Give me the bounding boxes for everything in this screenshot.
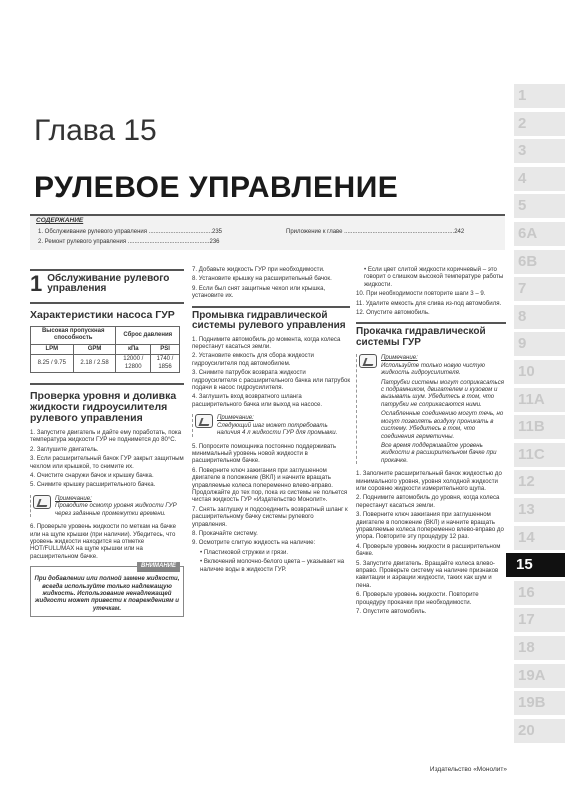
subsection-title: Характеристики насоса ГУР bbox=[30, 309, 175, 321]
note-box bbox=[30, 495, 184, 517]
step: 7. Опустите автомобиль. bbox=[356, 608, 427, 616]
chapter-tab-11b[interactable]: 11B bbox=[514, 415, 565, 439]
chapter-tab-15[interactable]: 15 bbox=[506, 553, 565, 577]
note-title: Примечание: bbox=[217, 414, 254, 422]
chapter-tab-9[interactable]: 9 bbox=[514, 332, 565, 356]
step: 8. Установите крышку на расширительный бачок. bbox=[192, 275, 332, 283]
step: 4. Заглушить вход возвратного шланга расширительного бачка или выход на насосе. bbox=[192, 393, 323, 408]
section-number: 1 bbox=[30, 271, 43, 297]
column-3 bbox=[356, 266, 506, 617]
chapter-tab-19b[interactable]: 19B bbox=[514, 691, 565, 715]
step: 6. Проверьте уровень жидкости по меткам на бачке или на щупе крышки (при наличии). Убедитесь, что уровень жидкости находится на отметке HOT/FULL/MAX на щупе крышки или на расширительном бачке. bbox=[30, 523, 176, 560]
chapter-tab-13[interactable]: 13 bbox=[514, 498, 565, 522]
divider bbox=[356, 322, 506, 324]
step: 1. Запустите двигатель и дайте ему поработать, пока температура жидкости ГУР не поднимется до 80°C. bbox=[30, 429, 182, 444]
warning-header: ВНИМАНИЕ bbox=[137, 562, 180, 571]
chapter-label: Глава 15 bbox=[34, 114, 157, 147]
step: 4. Очистите снаружи бачок и крышку бачка. bbox=[30, 472, 154, 480]
step: 6. Проверьте уровень жидкости. Повторите процедуру прокачки при необходимости. bbox=[356, 591, 479, 606]
bullet-item: • Включений молочно-белого цвета – указывает на наличие воды в жидкости ГУР. bbox=[192, 558, 350, 573]
step: 1. Заполните расширительный бачок жидкостью до минимального уровня, уровня холодной жидкости или соровню жидкости измерительного щупа. bbox=[356, 470, 502, 492]
step: 3. Поверните ключ зажигания при заглушенном двигателе в положение (ВКЛ) и начните вращать управляемые колеса попеременно влево-вправо до упора. Повторите эту процедуру 12 раз. bbox=[356, 511, 504, 541]
bullet-item: • Пластиковой стружки и грязи. bbox=[192, 549, 350, 556]
step: 5. Запустите двигатель. Вращайте колеса влево-вправо. Проверьте систему на наличие признаков кавитации и аэрации жидкости, таких как шум и пена. bbox=[356, 559, 499, 589]
subsection-title: Проверка уровня и доливка жидкости гидроусилителя рулевого управления bbox=[30, 390, 177, 425]
warning-box bbox=[30, 563, 184, 617]
step: 2. Поднимите автомобиль до уровня, когда колеса перестанут касаться земли. bbox=[356, 494, 500, 509]
table-header: Сброс давления bbox=[116, 327, 180, 345]
note-text: Используйте только новую чистую жидкость гидроусилителя. bbox=[381, 361, 485, 377]
note-pen-icon bbox=[359, 354, 377, 368]
step: 7. Снять заглушку и подсоединить возвратный шланг к расширительному бачку системы рулевого управления. bbox=[192, 505, 348, 528]
note-title: Примечание: bbox=[381, 354, 418, 362]
toc-item[interactable]: 1. Обслуживание рулевого управления ......................................235 bbox=[38, 229, 223, 235]
step: 3. Если расширительный бачок ГУР закрыт защитным чехлом или крышкой, то снимите их. bbox=[30, 455, 184, 470]
chapter-tab-6b[interactable]: 6B bbox=[514, 250, 565, 274]
step: 4. Проверьте уровень жидкости в расширительном бачке. bbox=[356, 542, 501, 558]
contents-box bbox=[30, 214, 505, 250]
chapter-tab-4[interactable]: 4 bbox=[514, 167, 565, 191]
step: 12. Опустите автомобиль. bbox=[356, 309, 430, 317]
chapter-tab-12[interactable]: 12 bbox=[514, 470, 565, 494]
step: 8. Прокачайте систему. bbox=[192, 529, 258, 537]
chapter-tab-7[interactable]: 7 bbox=[514, 277, 565, 301]
subsection-title: Прокачка гидравлической системы ГУР bbox=[356, 326, 486, 348]
bullet-item: • Если цвет слитой жидкости коричневый – это говорит о слишком высокой температуре работы жидкости. bbox=[356, 266, 506, 288]
table-cell: 2.18 / 2.58 bbox=[73, 355, 116, 373]
table-col-header: GPM bbox=[73, 344, 116, 354]
chapter-tab-19a[interactable]: 19A bbox=[514, 664, 565, 688]
step: 2. Установите емкость для сбора жидкости гидроусилителя под автомобилем. bbox=[192, 352, 314, 367]
chapter-tab-17[interactable]: 17 bbox=[514, 608, 565, 632]
divider bbox=[30, 269, 184, 271]
chapter-tab-18[interactable]: 18 bbox=[514, 636, 565, 660]
table-cell: 8.25 / 9.75 bbox=[31, 355, 74, 373]
divider bbox=[30, 302, 184, 304]
chapter-tab-16[interactable]: 16 bbox=[514, 581, 565, 605]
chapter-tab-11c[interactable]: 11C bbox=[514, 443, 565, 467]
note-box bbox=[192, 414, 350, 436]
chapter-tab-3[interactable]: 3 bbox=[514, 139, 565, 163]
note-box bbox=[356, 354, 506, 464]
chapter-tab-5[interactable]: 5 bbox=[514, 194, 565, 218]
chapter-tab-14[interactable]: 14 bbox=[514, 526, 565, 550]
toc-item[interactable]: 2. Ремонт рулевого управления .................................................236 bbox=[38, 239, 220, 245]
step: 1. Поднимите автомобиль до момента, когда колеса перестанут касаться земли. bbox=[192, 335, 341, 351]
chapter-tab-10[interactable]: 10 bbox=[514, 360, 565, 384]
note-text: Проводите осмотр уровня жидкости ГУР через заданные промежутки времени. bbox=[55, 502, 177, 517]
table-col-header: PSI bbox=[151, 344, 180, 354]
step: 5. Попросите помощника постоянно поддерживать минимальный уровень новой жидкости в расширительном бачке. bbox=[192, 442, 337, 465]
toc-item[interactable]: Приложение к главе ..................................................................242 bbox=[286, 229, 465, 235]
step: 9. Если был снят защитные чехол или крышка, установите их. bbox=[192, 284, 326, 300]
chapter-tab-20[interactable]: 20 bbox=[514, 719, 565, 743]
pump-spec-table bbox=[30, 326, 180, 373]
subsection-title: Промывка гидравлической системы рулевого управления bbox=[192, 309, 346, 332]
contents-header: СОДЕРЖАНИЕ bbox=[36, 217, 84, 224]
note-pen-icon bbox=[195, 414, 213, 428]
step: 7. Добавьте жидкость ГУР при необходимости. bbox=[192, 266, 325, 273]
step: 3. Снимите патрубок возврата жидкости гидроусилителя с расширительного бачка или патрубок подачи в насос гидроусилителя. bbox=[192, 369, 350, 392]
page-title: РУЛЕВОЕ УПРАВЛЕНИЕ bbox=[34, 171, 399, 204]
note-text: Патрубки системы могут соприкасаться с подрамником, двигателем и кузовом и вызывать шум. Убедитесь в том, что патрубки не соприкасаются ними. bbox=[381, 378, 505, 408]
chapter-tab-2[interactable]: 2 bbox=[514, 112, 565, 136]
warning-text: При добавлении или полной замене жидкости, всегда используйте только надлежащую жидкость. Использование ненадлежащей жидкости может привести к повреждениям и утечкам. bbox=[34, 575, 180, 612]
table-cell: 1740 / 1856 bbox=[151, 355, 180, 373]
publisher-footer: Издательство «Монолит» bbox=[429, 766, 507, 773]
divider bbox=[30, 383, 184, 385]
table-header: Высокая пропускная способность bbox=[31, 327, 116, 345]
step: 2. Заглушите двигатель. bbox=[30, 445, 99, 453]
chapter-tab-8[interactable]: 8 bbox=[514, 305, 565, 329]
chapter-tab-1[interactable]: 1 bbox=[514, 84, 565, 108]
note-title: Примечание: bbox=[55, 494, 92, 502]
chapter-tab-6a[interactable]: 6A bbox=[514, 222, 565, 246]
note-pen-icon bbox=[33, 495, 51, 509]
column-1 bbox=[30, 266, 184, 617]
chapter-tab-11a[interactable]: 11A bbox=[514, 388, 565, 412]
step: 9. Осмотрите слитую жидкость на наличие: bbox=[192, 539, 316, 547]
note-text: Следующий шаг может потребовать наличия 4 л жидкости ГУР для промывки. bbox=[217, 421, 338, 437]
column-2 bbox=[192, 266, 350, 575]
step: 6. Поверните ключ зажигания при заглушенном двигателе в положение (ВКЛ) и начните вращать управляемые колеса попеременно влево-вправо. Продолжайте до тех пор, пока из системы не польется чистая жидкость ГУР «Издательство Монолит». bbox=[192, 466, 348, 504]
section-title: Обслуживание рулевого управления bbox=[47, 273, 170, 294]
step: 10. При необходимости повторите шаги 3 – 9. bbox=[356, 290, 486, 298]
table-col-header: LPM bbox=[31, 344, 74, 354]
divider bbox=[192, 306, 350, 308]
table-col-header: кПа bbox=[116, 344, 151, 354]
step: 11. Удалите емкость для слива из-под автомобиля. bbox=[356, 299, 502, 307]
table-cell: 12000 / 12800 bbox=[116, 355, 151, 373]
step: 5. Снимите крышку расширительного бачка. bbox=[30, 481, 156, 489]
note-text: Ослабленные соединению могут течь, но могут позволять воздуху проникать в систему. Убедитесь в том, что соединения герметичны. bbox=[381, 410, 504, 440]
note-text: Все время поддерживайте уровень жидкости в расширительном бачке при прокачке. bbox=[381, 441, 497, 464]
section-heading bbox=[30, 271, 184, 297]
